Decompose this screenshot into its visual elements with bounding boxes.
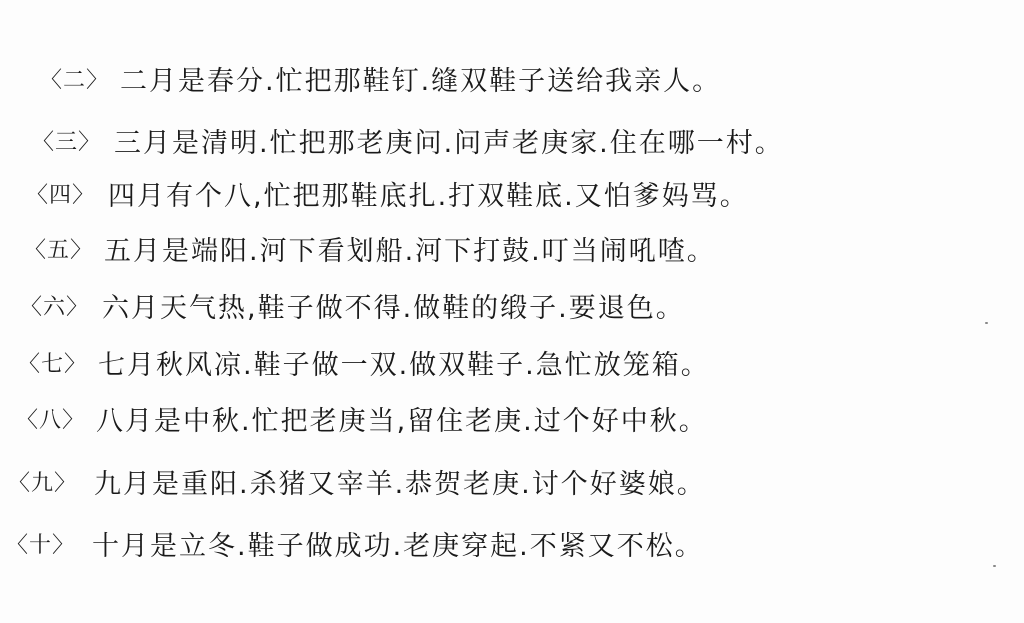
verse-line-8	[16, 398, 708, 438]
verse-number: 〈十〉	[6, 532, 76, 558]
scan-speck	[985, 322, 988, 324]
verse-text: 三月是清明.忙把那老庚问.问声老庚家.住在哪一村。	[114, 127, 784, 159]
verse-number: 〈四〉	[26, 182, 96, 208]
verse-number: 〈五〉	[24, 237, 94, 263]
verse-number: 〈三〉	[32, 129, 102, 155]
verse-number: 〈九〉	[8, 470, 78, 496]
verse-number: 〈七〉	[18, 351, 88, 377]
verse-line-2	[40, 58, 721, 98]
verse-number: 〈八〉	[16, 407, 86, 433]
verse-text: 九月是重阳.杀猪又宰羊.恭贺老庚.讨个好婆娘。	[94, 468, 706, 500]
verse-number: 〈二〉	[40, 67, 110, 93]
verse-line-3	[32, 120, 784, 160]
verse-text: 五月是端阳.河下看划船.河下打鼓.叮当闹吼喳。	[104, 235, 716, 267]
verse-line-10	[6, 523, 704, 563]
verse-line-7	[18, 342, 710, 382]
verse-text: 八月是中秋.忙把老庚当,留住老庚.过个好中秋。	[96, 405, 708, 437]
verse-line-5	[24, 228, 716, 268]
verse-text: 四月有个八,忙把那鞋底扎.打双鞋底.又怕爹妈骂。	[108, 180, 749, 212]
verse-text: 十月是立冬.鞋子做成功.老庚穿起.不紧又不松。	[92, 530, 704, 562]
verse-text: 六月天气热,鞋子做不得.做鞋的缎子.要退色。	[102, 292, 685, 324]
verse-line-6	[20, 285, 685, 325]
verse-number: 〈六〉	[20, 294, 90, 320]
verse-line-9	[8, 461, 706, 501]
verse-text: 二月是春分.忙把那鞋钉.缝双鞋子送给我亲人。	[120, 65, 722, 97]
verse-line-4	[26, 173, 749, 213]
verse-text: 七月秋风凉.鞋子做一双.做双鞋子.急忙放笼箱。	[98, 349, 710, 381]
scan-speck	[993, 565, 996, 567]
